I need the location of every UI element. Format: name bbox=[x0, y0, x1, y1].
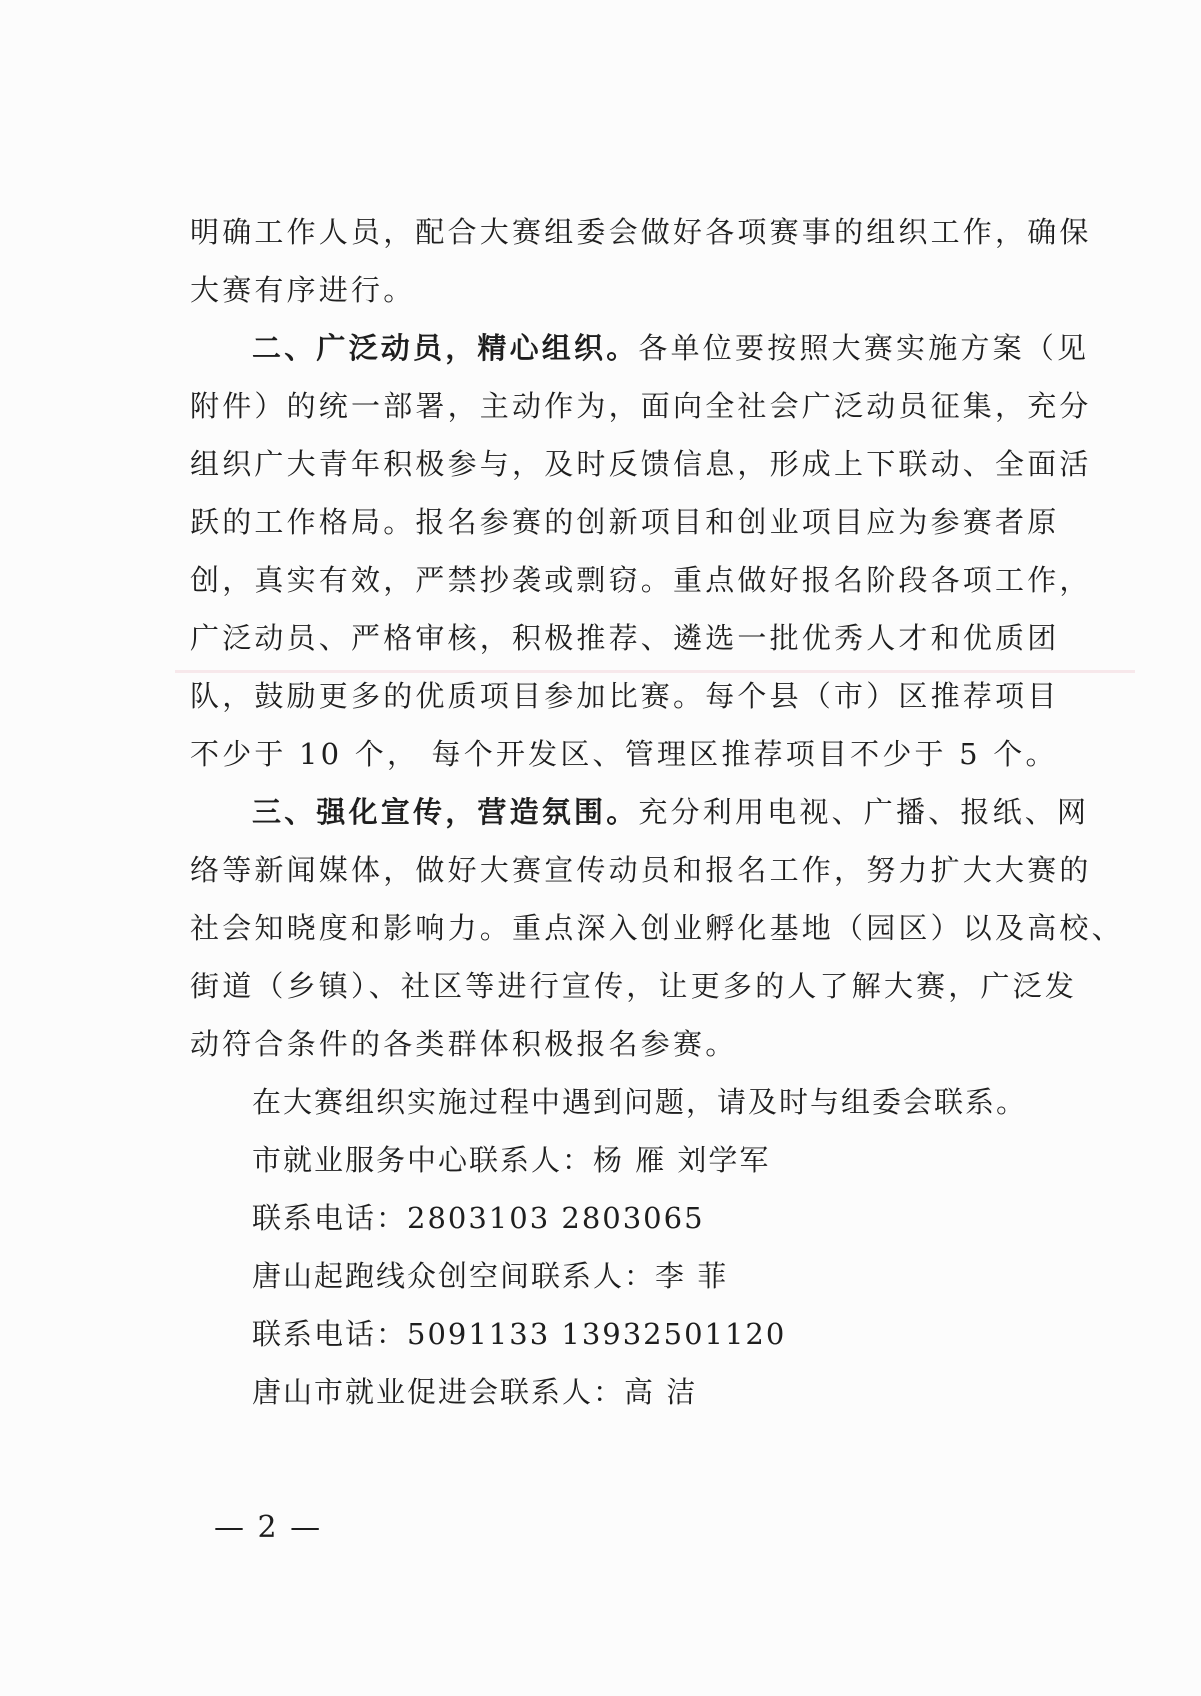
contact-1-label: 市就业服务中心联系人：杨 雁 刘学军 bbox=[252, 1143, 771, 1177]
section-2-text: 各单位要按照大赛实施方案（见 bbox=[638, 331, 1090, 365]
section-3-heading: 三、强化宣传，营造氛围。 bbox=[252, 795, 639, 829]
body-line-13: 动符合条件的各类群体积极报名参赛。 bbox=[190, 1027, 738, 1061]
section-3-paragraph bbox=[252, 794, 1089, 830]
contact-2-label: 唐山起跑线众创空间联系人：李 菲 bbox=[252, 1259, 729, 1293]
section-2-heading: 二、广泛动员，精心组织。 bbox=[252, 331, 639, 365]
contact-1-phone: 联系电话：2803103 2803065 bbox=[252, 1201, 705, 1235]
body-line-11: 社会知晓度和影响力。重点深入创业孵化基地（园区）以及高校、 bbox=[190, 911, 1124, 945]
body-line-5: 跃的工作格局。报名参赛的创新项目和创业项目应为参赛者原 bbox=[190, 505, 1060, 539]
body-line-8: 队，鼓励更多的优质项目参加比赛。每个县（市）区推荐项目 bbox=[190, 679, 1060, 713]
body-line-10: 络等新闻媒体，做好大赛宣传动员和报名工作，努力扩大大赛的 bbox=[190, 853, 1092, 887]
contact-2-phone: 联系电话：5091133 13932501120 bbox=[252, 1317, 787, 1351]
body-line-1: 明确工作人员，配合大赛组委会做好各项赛事的组织工作，确保 bbox=[190, 215, 1092, 249]
page-number: — 2 — bbox=[214, 1510, 323, 1545]
body-line-9: 不少于 10 个， 每个开发区、管理区推荐项目不少于 5 个。 bbox=[190, 737, 1058, 771]
body-line-2: 大赛有序进行。 bbox=[190, 273, 416, 307]
body-line-4: 组织广大青年积极参与，及时反馈信息，形成上下联动、全面活 bbox=[190, 447, 1092, 481]
section-2-paragraph bbox=[252, 330, 1089, 366]
body-line-12: 街道（乡镇）、社区等进行宣传，让更多的人了解大赛，广泛发 bbox=[190, 969, 1078, 1003]
section-3-text: 充分利用电视、广播、报纸、网 bbox=[638, 795, 1090, 829]
bleed-through-rule bbox=[175, 670, 1135, 673]
body-line-3: 附件）的统一部署，主动作为，面向全社会广泛动员征集，充分 bbox=[190, 389, 1092, 423]
body-line-7: 广泛动员、严格审核，积极推荐、遴选一批优秀人才和优质团 bbox=[190, 621, 1060, 655]
contact-3-label: 唐山市就业促进会联系人：高 洁 bbox=[252, 1375, 698, 1409]
body-line-6: 创，真实有效，严禁抄袭或剽窃。重点做好报名阶段各项工作， bbox=[190, 563, 1092, 597]
contact-intro: 在大赛组织实施过程中遇到问题，请及时与组委会联系。 bbox=[252, 1085, 1028, 1119]
